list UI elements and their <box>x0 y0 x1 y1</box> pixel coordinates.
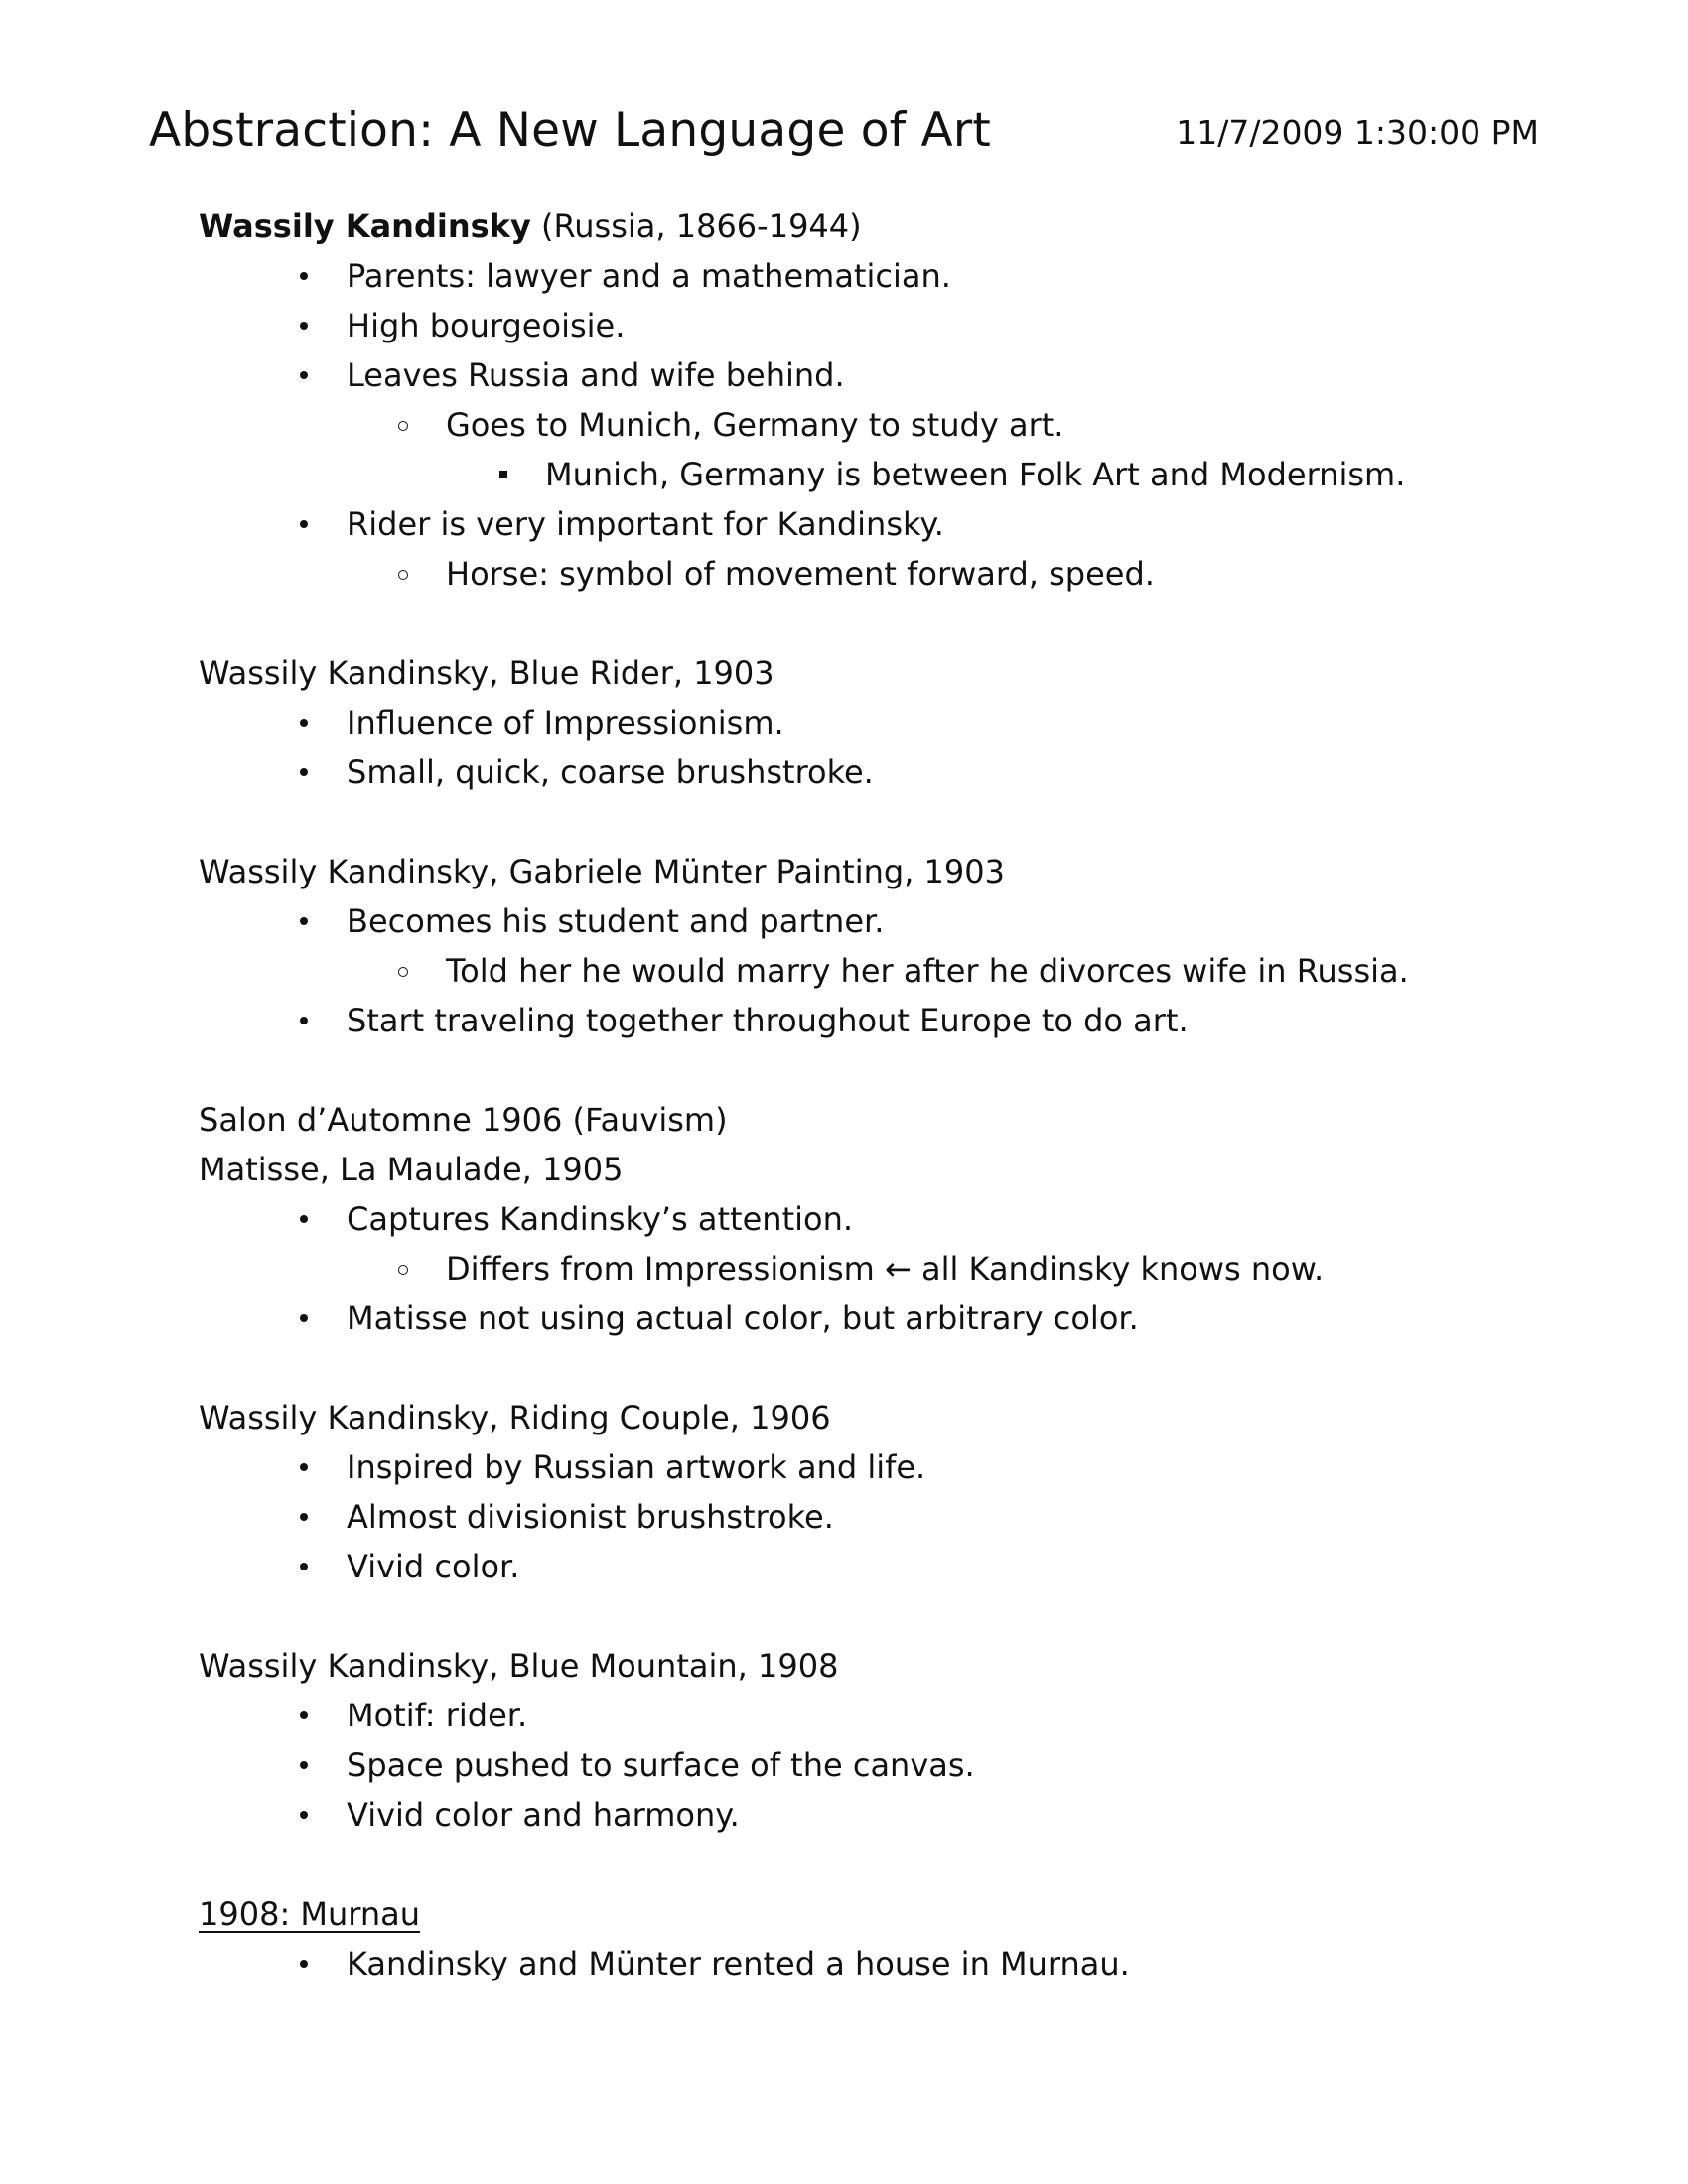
list-item <box>199 251 1539 301</box>
bullet-dot-icon <box>294 499 314 549</box>
list-item <box>199 400 1539 450</box>
section-blue-rider <box>199 648 1539 797</box>
bullet-dot-icon <box>294 698 314 748</box>
section-heading-rest: (Russia, 1866-1944) <box>530 207 862 245</box>
bullet-dot-icon <box>294 1194 314 1244</box>
section-heading: Wassily Kandinsky, Riding Couple, 1906 <box>199 1399 831 1436</box>
list-item-text: Horse: symbol of movement forward, speed. <box>446 555 1155 593</box>
bullet-dot-icon <box>294 350 314 400</box>
section-heading: Wassily Kandinsky, Gabriele Münter Painting, 1903 <box>199 853 1005 890</box>
bullet-circle-icon <box>393 946 413 996</box>
list-item-text: Leaves Russia and wife behind. <box>347 356 845 394</box>
list-item <box>199 1790 1539 1840</box>
list-item-text: Matisse not using actual color, but arbitrary color. <box>347 1299 1139 1337</box>
list-item <box>199 350 1539 400</box>
bullet-dot-icon <box>294 1939 314 1988</box>
bullet-circle-icon <box>393 1244 413 1294</box>
section-heading: 1908: Murnau <box>199 1895 421 1933</box>
list-item <box>199 1691 1539 1740</box>
bullet-dot-icon <box>294 1790 314 1840</box>
list-item-text: Differs from Impressionism ← all Kandinsky knows now. <box>446 1250 1325 1288</box>
bullet-dot-icon <box>294 301 314 350</box>
list-item-text: Kandinsky and Münter rented a house in Murnau. <box>347 1945 1130 1982</box>
list-item <box>199 1492 1539 1542</box>
list-item <box>199 1244 1539 1294</box>
list-item <box>199 1294 1539 1343</box>
list-item <box>199 1542 1539 1591</box>
section-heading-bold: Wassily Kandinsky <box>199 207 531 245</box>
section-blue-mountain <box>199 1641 1539 1840</box>
list-item <box>199 499 1539 549</box>
list-item-text: Almost divisionist brushstroke. <box>347 1498 834 1536</box>
list-item-text: High bourgeoisie. <box>347 307 626 344</box>
list-item <box>199 896 1539 946</box>
list-item-text: Captures Kandinsky’s attention. <box>347 1200 854 1238</box>
list-item-text: Motif: rider. <box>347 1697 528 1734</box>
section-kandinsky-bio <box>199 202 1539 599</box>
bullet-circle-icon <box>393 400 413 450</box>
list-item <box>199 450 1539 499</box>
bullet-dot-icon <box>294 896 314 946</box>
list-item <box>199 1442 1539 1492</box>
list-item-text: Goes to Munich, Germany to study art. <box>446 406 1064 444</box>
list-item <box>199 748 1539 797</box>
bullet-square-icon <box>493 450 513 499</box>
list-item-text: Inspired by Russian artwork and life. <box>347 1448 926 1486</box>
list-item-text: Vivid color and harmony. <box>347 1796 740 1834</box>
list-item-text: Vivid color. <box>347 1548 520 1585</box>
bullet-dot-icon <box>294 996 314 1045</box>
section-salon-dautomne <box>199 1095 1539 1343</box>
bullet-dot-icon <box>294 1740 314 1790</box>
bullet-dot-icon <box>294 1492 314 1542</box>
document-body <box>199 202 1539 2038</box>
list-item-text: Munich, Germany is between Folk Art and Modernism. <box>545 456 1406 493</box>
list-item-text: Influence of Impressionism. <box>347 704 784 742</box>
document-header <box>149 99 1539 169</box>
list-item <box>199 1939 1539 1988</box>
list-item <box>199 549 1539 599</box>
section-gabriele-munter <box>199 847 1539 1045</box>
list-item-text: Small, quick, coarse brushstroke. <box>347 753 874 791</box>
list-item <box>199 996 1539 1045</box>
bullet-dot-icon <box>294 251 314 301</box>
bullet-dot-icon <box>294 1294 314 1343</box>
list-item <box>199 946 1539 996</box>
bullet-dot-icon <box>294 1442 314 1492</box>
section-heading: Salon d’Automne 1906 (Fauvism) <box>199 1101 728 1139</box>
list-item-text: Becomes his student and partner. <box>347 902 885 940</box>
list-item-text: Rider is very important for Kandinsky. <box>347 505 944 543</box>
bullet-dot-icon <box>294 1691 314 1740</box>
list-item-text: Parents: lawyer and a mathematician. <box>347 257 951 295</box>
document-datetime: 11/7/2009 1:30:00 PM <box>1176 113 1539 152</box>
list-item <box>199 301 1539 350</box>
section-heading: Wassily Kandinsky, Blue Rider, 1903 <box>199 654 774 692</box>
list-item <box>199 1740 1539 1790</box>
section-heading <box>199 202 1539 251</box>
list-item-text: Told her he would marry her after he divorces wife in Russia. <box>446 952 1409 990</box>
bullet-dot-icon <box>294 1542 314 1591</box>
list-item <box>199 1194 1539 1244</box>
section-heading: Wassily Kandinsky, Blue Mountain, 1908 <box>199 1647 839 1685</box>
document-title: Abstraction: A New Language of Art <box>149 103 992 158</box>
list-item <box>199 698 1539 748</box>
section-riding-couple <box>199 1393 1539 1591</box>
list-item-text: Space pushed to surface of the canvas. <box>347 1746 975 1784</box>
bullet-dot-icon <box>294 748 314 797</box>
section-murnau <box>199 1889 1539 1988</box>
section-subheading: Matisse, La Maulade, 1905 <box>199 1151 624 1188</box>
bullet-circle-icon <box>393 549 413 599</box>
list-item-text: Start traveling together throughout Europe to do art. <box>347 1002 1189 1039</box>
